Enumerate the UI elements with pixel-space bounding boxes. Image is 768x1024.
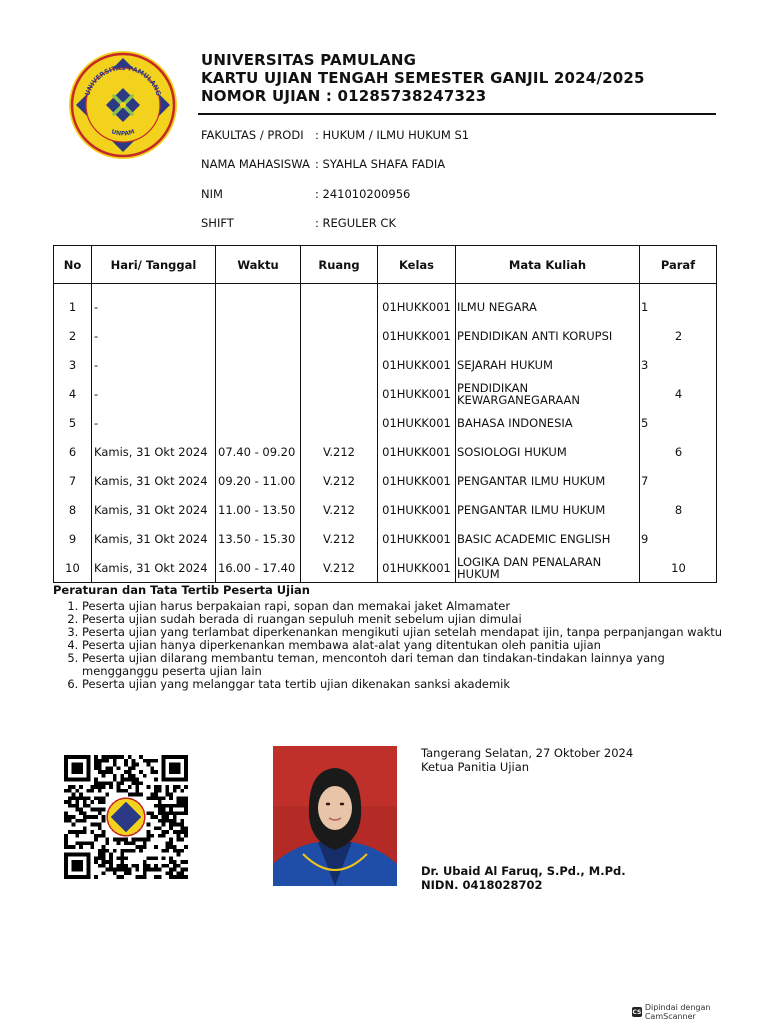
cell-time: [216, 408, 301, 437]
cell-class: 01HUKK001: [378, 284, 456, 322]
cell-class: 01HUKK001: [378, 408, 456, 437]
cell-date: Kamis, 31 Okt 2024: [92, 466, 216, 495]
rule-item: 1. Peserta ujian harus berpakaian rapi, sopan dan memakai jaket Almamater: [82, 600, 732, 613]
cell-course: BAHASA INDONESIA: [456, 408, 640, 437]
svg-text:UNIVERSITAS PAMULANG: UNIVERSITAS PAMULANG: [83, 63, 163, 97]
shift-label: SHIFT: [201, 216, 234, 230]
rules-list: [60, 600, 732, 691]
shift-value: : REGULER CK: [315, 216, 397, 230]
faculty-label: FAKULTAS / PRODI: [201, 128, 304, 142]
cell-room: V.212: [301, 553, 378, 583]
cell-signature: 5: [640, 408, 717, 437]
cell-time: [216, 321, 301, 350]
cell-signature: 10: [640, 553, 717, 583]
table-row: [54, 284, 717, 322]
cell-signature: 3: [640, 350, 717, 379]
name-label: NAMA MAHASISWA: [201, 157, 310, 171]
svg-text:UNPAM: UNPAM: [110, 128, 136, 138]
cell-time: 16.00 - 17.40: [216, 553, 301, 583]
cell-class: 01HUKK001: [378, 495, 456, 524]
nim-value: : 241010200956: [315, 187, 411, 201]
exam-schedule-table: [53, 245, 717, 583]
cell-time: [216, 284, 301, 322]
cell-room: V.212: [301, 466, 378, 495]
cell-no: 2: [54, 321, 92, 350]
cell-no: 6: [54, 437, 92, 466]
rule-item: 3. Peserta ujian yang terlambat diperkenankan mengikuti ujian setelah mendapat ijin, tanpa perpanjangan waktu: [82, 626, 732, 639]
table-row: [54, 524, 717, 553]
card-title: KARTU UJIAN TENGAH SEMESTER GANJIL 2024/2025: [201, 69, 645, 87]
cell-room: [301, 350, 378, 379]
cell-class: 01HUKK001: [378, 466, 456, 495]
cell-class: 01HUKK001: [378, 350, 456, 379]
card-header: [201, 51, 645, 105]
cell-signature: 2: [640, 321, 717, 350]
cell-class: 01HUKK001: [378, 437, 456, 466]
exam-number: NOMOR UJIAN : 01285738247323: [201, 87, 487, 105]
table-row: [54, 321, 717, 350]
faculty-value: : HUKUM / ILMU HUKUM S1: [315, 128, 470, 142]
cell-course: BASIC ACADEMIC ENGLISH: [456, 524, 640, 553]
cell-signature: 6: [640, 437, 717, 466]
cell-no: 9: [54, 524, 92, 553]
cell-no: 3: [54, 350, 92, 379]
cell-date: Kamis, 31 Okt 2024: [92, 524, 216, 553]
cell-signature: 4: [640, 379, 717, 408]
cell-room: [301, 284, 378, 322]
table-header-row: [54, 246, 717, 284]
cell-signature: 1: [640, 284, 717, 322]
cell-time: 13.50 - 15.30: [216, 524, 301, 553]
table-row: [54, 379, 717, 408]
name-value: : SYAHLA SHAFA FADIA: [315, 157, 446, 171]
col-header-time: Waktu: [216, 246, 301, 284]
cell-signature: 7: [640, 466, 717, 495]
cell-no: 7: [54, 466, 92, 495]
rule-item: 6. Peserta ujian yang melanggar tata tertib ujian dikenakan sanksi akademik: [82, 678, 732, 691]
cell-date: -: [92, 321, 216, 350]
cell-course: PENGANTAR ILMU HUKUM: [456, 466, 640, 495]
cell-class: 01HUKK001: [378, 553, 456, 583]
cell-date: -: [92, 379, 216, 408]
cell-date: Kamis, 31 Okt 2024: [92, 495, 216, 524]
signature-role: Ketua Panitia Ujian: [421, 760, 530, 774]
rule-item: 2. Peserta ujian sudah berada di ruangan sepuluh menit sebelum ujian dimulai: [82, 613, 732, 626]
cell-no: 5: [54, 408, 92, 437]
cell-time: 07.40 - 09.20: [216, 437, 301, 466]
camscanner-watermark: [632, 1005, 762, 1019]
cell-no: 8: [54, 495, 92, 524]
cell-class: 01HUKK001: [378, 321, 456, 350]
cell-date: Kamis, 31 Okt 2024: [92, 437, 216, 466]
cell-time: 09.20 - 11.00: [216, 466, 301, 495]
rules-title: Peraturan dan Tata Tertib Peserta Ujian: [53, 583, 310, 597]
cell-course: SOSIOLOGI HUKUM: [456, 437, 640, 466]
rule-item: 4. Peserta ujian hanya diperkenankan membawa alat-alat yang ditentukan oleh panitia ujian: [82, 639, 732, 652]
cell-course: SEJARAH HUKUM: [456, 350, 640, 379]
cell-room: V.212: [301, 495, 378, 524]
cell-date: Kamis, 31 Okt 2024: [92, 553, 216, 583]
cell-course: PENDIDIKAN KEWARGANEGARAAN: [456, 379, 640, 408]
university-logo: [68, 50, 178, 160]
table-row: [54, 350, 717, 379]
cell-room: [301, 379, 378, 408]
col-header-date: Hari/ Tanggal: [92, 246, 216, 284]
cell-no: 10: [54, 553, 92, 583]
col-header-no: No: [54, 246, 92, 284]
cell-date: -: [92, 408, 216, 437]
cell-room: [301, 321, 378, 350]
cell-room: V.212: [301, 437, 378, 466]
signatory-nidn: NIDN. 0418028702: [421, 878, 543, 892]
cell-room: [301, 408, 378, 437]
cell-no: 4: [54, 379, 92, 408]
cell-class: 01HUKK001: [378, 524, 456, 553]
table-row: [54, 466, 717, 495]
table-row: [54, 553, 717, 583]
signatory-name: Dr. Ubaid Al Faruq, S.Pd., M.Pd.: [421, 864, 626, 878]
cell-course: PENDIDIKAN ANTI KORUPSI: [456, 321, 640, 350]
student-photo: [273, 746, 397, 886]
table-row: [54, 437, 717, 466]
cell-course: LOGIKA DAN PENALARAN HUKUM: [456, 553, 640, 583]
col-header-class: Kelas: [378, 246, 456, 284]
cell-time: 11.00 - 13.50: [216, 495, 301, 524]
cell-signature: 9: [640, 524, 717, 553]
nim-label: NIM: [201, 187, 223, 201]
table-row: [54, 408, 717, 437]
qr-code: [62, 755, 190, 879]
cell-date: -: [92, 350, 216, 379]
header-divider: [198, 113, 716, 115]
rule-item: 5. Peserta ujian dilarang membantu teman, mencontoh dari teman dan tindakan-tindakan lainnya yang mengganggu peserta ujian lain: [82, 652, 732, 678]
cell-time: [216, 379, 301, 408]
cell-date: -: [92, 284, 216, 322]
col-header-room: Ruang: [301, 246, 378, 284]
camscanner-icon: CS: [632, 1008, 642, 1016]
cell-time: [216, 350, 301, 379]
cell-course: ILMU NEGARA: [456, 284, 640, 322]
cell-class: 01HUKK001: [378, 379, 456, 408]
university-name: UNIVERSITAS PAMULANG: [201, 51, 417, 69]
cell-room: V.212: [301, 524, 378, 553]
col-header-signature: Paraf: [640, 246, 717, 284]
camscanner-text: Dipindai dengan CamScanner: [644, 1003, 711, 1021]
cell-course: PENGANTAR ILMU HUKUM: [456, 495, 640, 524]
table-row: [54, 495, 717, 524]
cell-no: 1: [54, 284, 92, 322]
signature-place-date: Tangerang Selatan, 27 Oktober 2024: [421, 746, 634, 760]
col-header-course: Mata Kuliah: [456, 246, 640, 284]
cell-signature: 8: [640, 495, 717, 524]
